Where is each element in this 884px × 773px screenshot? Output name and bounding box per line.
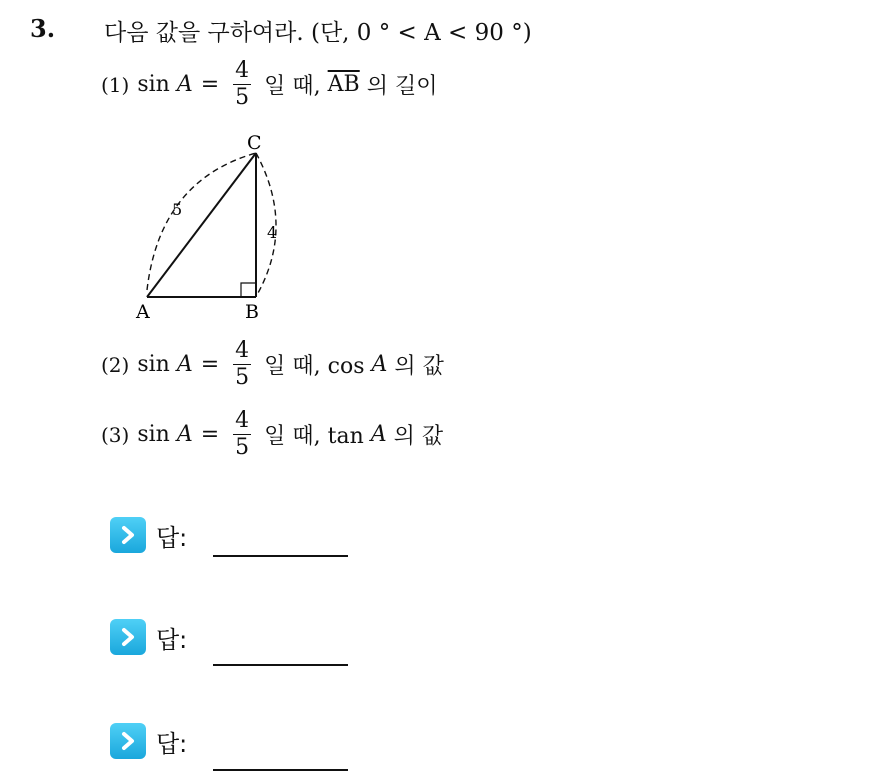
side-label-ac: 5 [172, 200, 183, 219]
triangle-diagram [120, 125, 300, 325]
sub-question-number: (1) [101, 72, 130, 97]
equals-sign: = [200, 422, 220, 447]
fraction [233, 340, 251, 389]
sin-label: sin [137, 422, 170, 447]
angle-var: A [370, 422, 387, 447]
condition-text: 일 때, tan [257, 424, 371, 449]
vertex-label-a: A [136, 301, 150, 323]
answer-blank-2[interactable] [213, 664, 348, 666]
answer-row-3 [110, 723, 187, 759]
equals-sign: = [200, 72, 220, 97]
segment-ab: $\overline{AB}$ [327, 72, 360, 97]
numerator: 4 [235, 58, 250, 83]
angle-var: A [176, 72, 193, 97]
sin-label: sin [137, 72, 170, 97]
answer-label: 답: [156, 625, 188, 654]
sub-question-1 [101, 60, 437, 109]
answer-blank-1[interactable] [213, 555, 348, 557]
vertex-label-c: C [247, 132, 262, 154]
numerator: 4 [235, 338, 250, 363]
denominator: 5 [235, 365, 250, 390]
chevron-right-icon [110, 723, 146, 759]
side-label-bc: 4 [267, 223, 278, 242]
equals-sign: = [200, 352, 220, 377]
fraction [233, 60, 251, 109]
right-angle-marker [241, 283, 256, 297]
numerator: 4 [235, 408, 250, 433]
answer-label: 답: [156, 523, 188, 552]
fraction [233, 410, 251, 459]
sub-question-number: (2) [101, 352, 130, 377]
answer-row-2 [110, 619, 187, 655]
condition-text: 일 때, [257, 74, 328, 99]
side-ac [147, 153, 256, 297]
target-text: 의 값 [387, 354, 444, 379]
answer-label: 답: [156, 729, 188, 758]
chevron-right-icon [110, 619, 146, 655]
vertex-label-b: B [245, 301, 259, 323]
answer-row-1 [110, 517, 187, 553]
condition-text: 일 때, cos [257, 354, 372, 379]
angle-var: A [371, 352, 388, 377]
sub-question-2 [101, 340, 444, 389]
target-text: 의 값 [386, 424, 444, 449]
denominator: 5 [235, 435, 250, 460]
sub-question-3 [101, 410, 443, 459]
denominator: 5 [235, 85, 250, 110]
target-text: 의 길이 [359, 74, 438, 99]
answer-blank-3[interactable] [213, 769, 348, 771]
angle-var: A [176, 352, 193, 377]
chevron-right-icon [110, 517, 146, 553]
question-number: 3. [30, 14, 56, 43]
sin-label: sin [137, 352, 170, 377]
angle-var: A [176, 422, 193, 447]
sub-question-number: (3) [101, 422, 130, 447]
question-text: 다음 값을 구하여라. (단, 0 ° < A < 90 °) [104, 20, 532, 46]
